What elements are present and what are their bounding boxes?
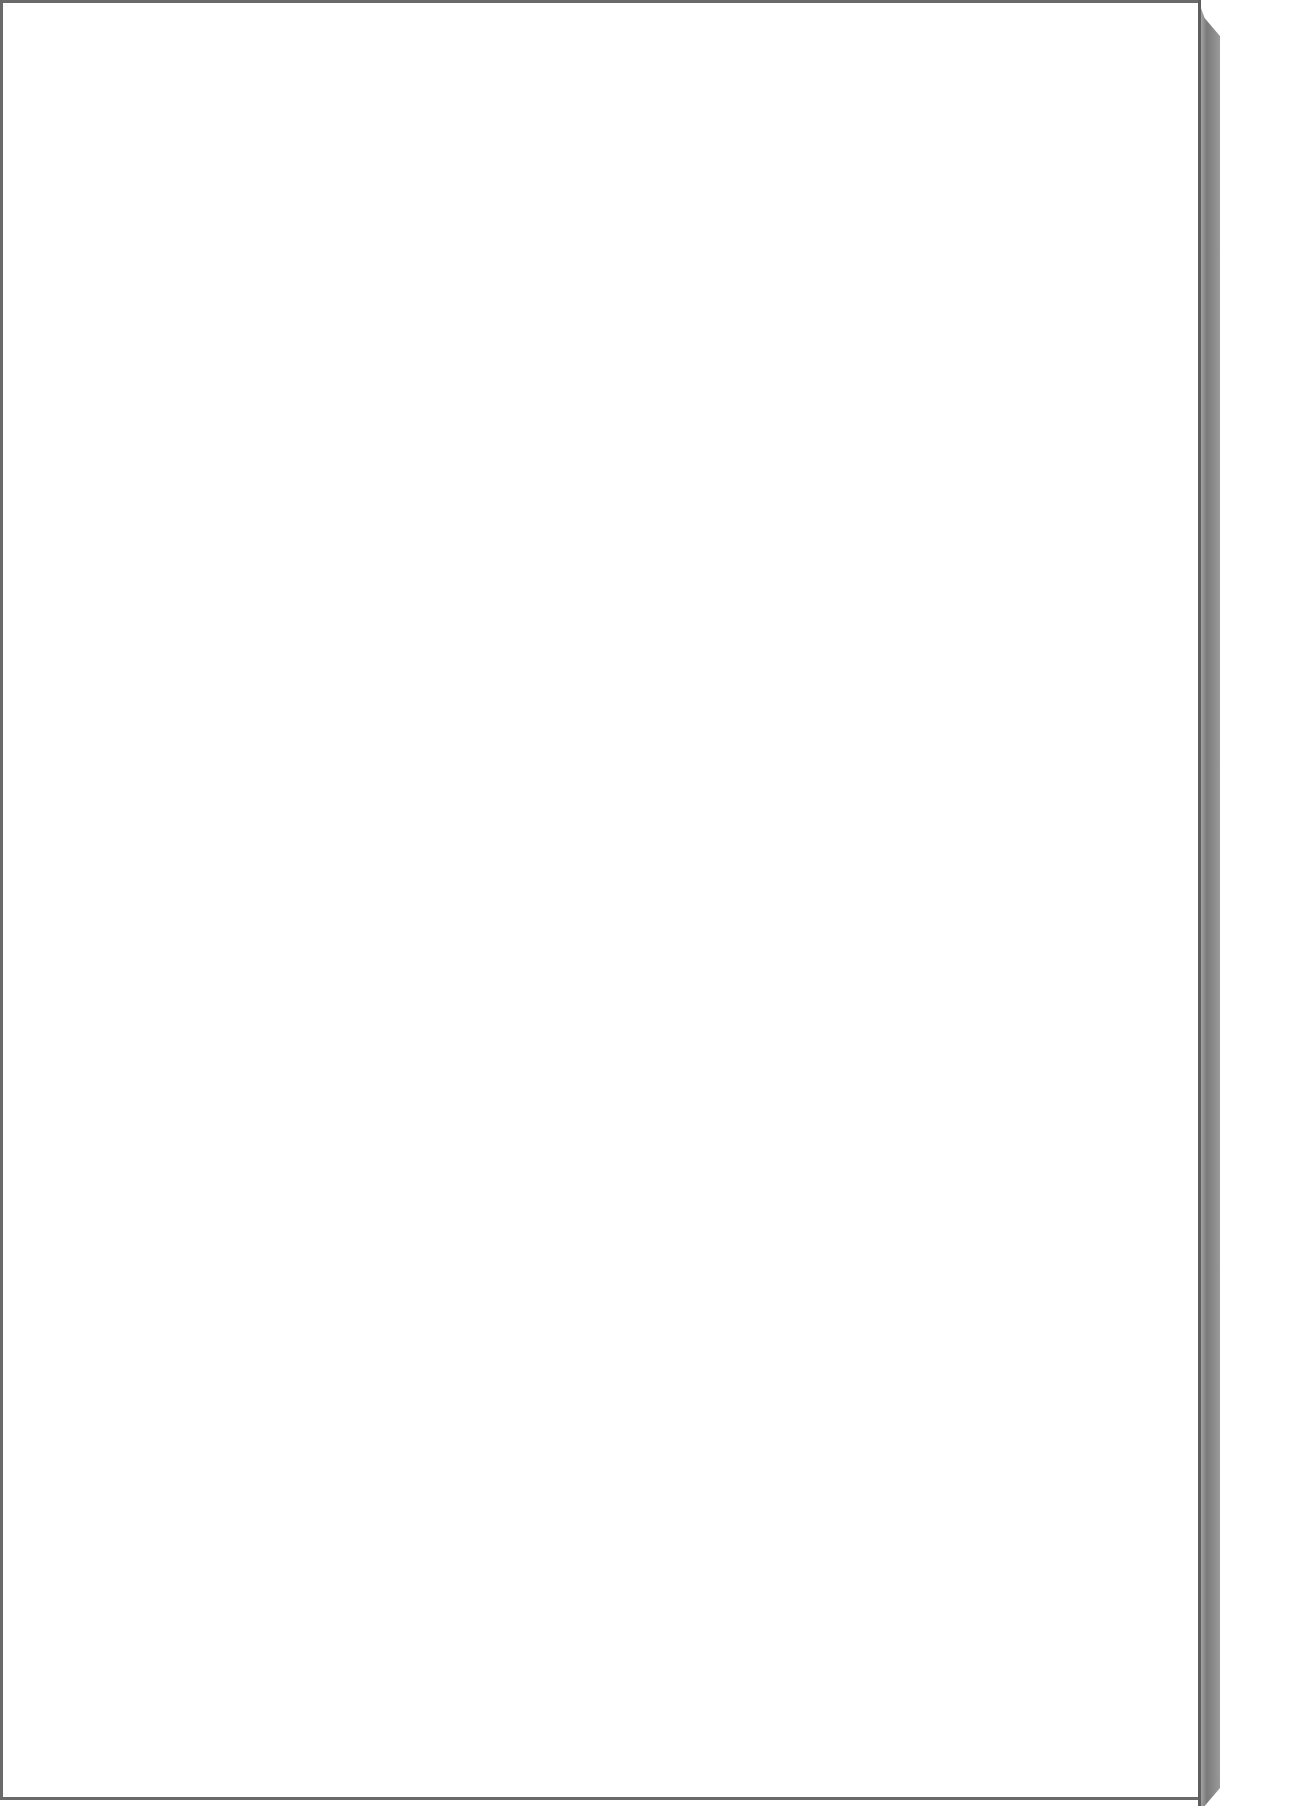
page-edge-line	[1198, 0, 1201, 1806]
page-edge	[1198, 0, 1220, 1806]
